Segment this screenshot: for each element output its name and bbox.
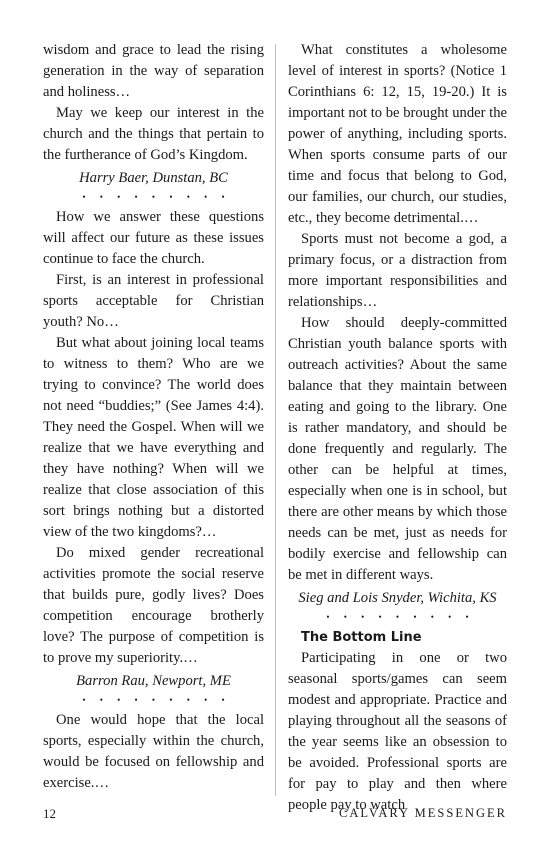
paragraph: One would hope that the local sports, especially within the church, would be focused on fellowship and exercise.… bbox=[43, 712, 264, 791]
page-footer bbox=[43, 806, 507, 824]
paragraph: How should deeply-committed Christian youth balance sports with outreach activities? About the same balance that they maintain between eating and going to the library. One is rather mandatory, and should be done frequently and regularly. The other can be helpful at times, especially when one is in school, but there are other means by which those needs can be met, just as needs for bodily exercise and fellowship can be met in different ways. bbox=[288, 315, 507, 583]
section-divider-dots: • • • • • • • • • bbox=[82, 695, 231, 705]
paragraph: wisdom and grace to lead the rising generation in the way of separation and holiness… bbox=[43, 42, 264, 100]
paragraph: Do mixed gender recreational activities promote the social reserve that builds pure, godly lives? Does competition encourage brotherly love? The purpose of competition is to prove my superiority.… bbox=[43, 545, 264, 666]
paragraph: Participating in one or two seasonal sports/games can seem modest and appropriate. Practice and playing throughout all the seasons of the year seems like an obsession to be avoided. Professional sports are for pay to play and then where people pay to watch bbox=[288, 650, 507, 813]
paragraph: How we answer these questions will affect our future as these issues continue to face the church. bbox=[43, 209, 264, 267]
paragraph: Sports must not become a god, a primary focus, or a distraction from more important responsibilities and relationships… bbox=[288, 231, 507, 310]
column-divider bbox=[275, 44, 276, 796]
section-divider-dots: • • • • • • • • • bbox=[82, 192, 231, 202]
running-title: CALVARY MESSENGER bbox=[339, 806, 507, 820]
paragraph: What constitutes a wholesome level of interest in sports? (Notice 1 Corinthians 6: 12, 15, 19-20.) It is important not to be brought under the power of anything, including sports. When sports consume parts of our time and focus that belong to God, our families, our church, our studies, etc., they become detrimental.… bbox=[288, 42, 507, 226]
section-divider-dots: • • • • • • • • • bbox=[326, 612, 475, 622]
author-byline: Barron Rau, Newport, ME bbox=[76, 673, 231, 689]
author-byline: Harry Baer, Dunstan, BC bbox=[79, 170, 228, 186]
right-column bbox=[288, 40, 507, 816]
author-byline: Sieg and Lois Snyder, Wichita, KS bbox=[298, 590, 497, 606]
page-number: 12 bbox=[43, 806, 56, 821]
paragraph: May we keep our interest in the church and the things that pertain to the furtherance of God’s Kingdom. bbox=[43, 105, 264, 163]
paragraph: First, is an interest in professional sports acceptable for Christian youth? No… bbox=[43, 272, 264, 330]
section-heading: The Bottom Line bbox=[301, 630, 422, 645]
paragraph: But what about joining local teams to witness to them? Who are we trying to convince? The world does not need “buddies;” (See James 4:4). They need the Gospel. When will we realize that we have everything and they have nothing? When will we realize that close association of this sort brings nothing but a distorted view of the two kingdoms?… bbox=[43, 335, 264, 540]
left-column bbox=[43, 40, 264, 794]
